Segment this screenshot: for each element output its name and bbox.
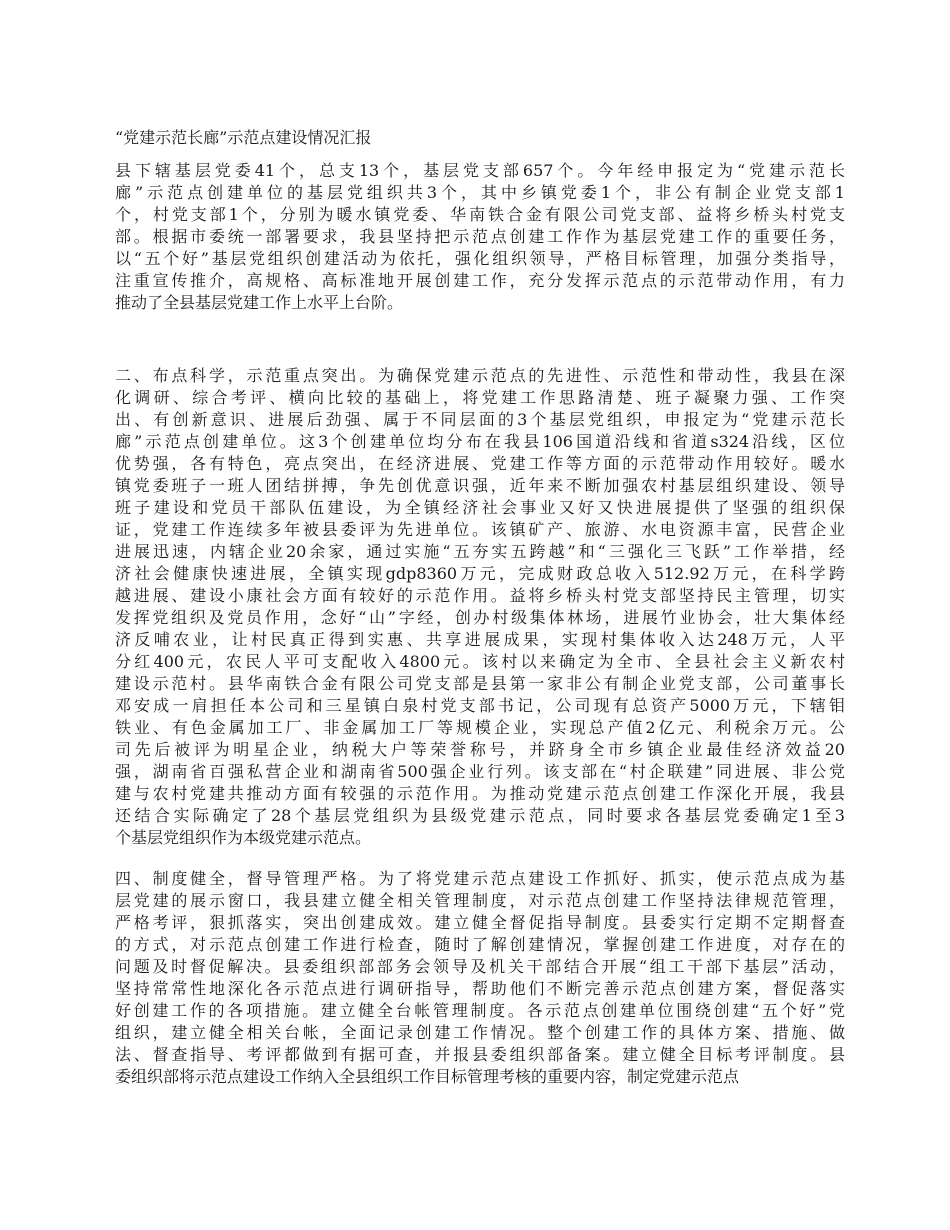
text-line: 铁业、有色金属加工厂、非金属加工厂等规模企业，实现总产值2亿元、利税余万元。公: [115, 718, 845, 737]
text-line: 委组织部将示范点建设工作纳入全县组织工作目标管理考核的重要内容，制定党建示范点: [115, 1067, 740, 1086]
text-line: 优势强，各有特色，亮点突出，在经济进展、党建工作等方面的示范带动作用较好。暖水: [115, 454, 845, 473]
text-line: 廊”示范点创建单位。这3个创建单位均分布在我县106国道沿线和省道s324沿线，区位: [115, 432, 845, 451]
text-line: 司先后被评为明星企业，纳税大户等荣誉称号，并跻身全市乡镇企业最佳经济效益20: [115, 740, 845, 759]
text-line: 班子建设和党员干部队伍建设，为全镇经济社会事业又好又快进展提供了坚强的组织保: [115, 498, 845, 517]
text-line: 问题及时督促解决。县委组织部部务会领导及机关干部结合开展“组工干部下基层”活动，: [115, 957, 845, 976]
paragraph-section-four: [115, 868, 845, 1088]
paragraph-intro: [115, 160, 845, 314]
text-line: 还结合实际确定了28个基层党组织为县级党建示范点，同时要求各基层党委确定1至3: [115, 806, 845, 825]
text-line: 组织，建立健全相关台帐，全面记录创建工作情况。整个创建工作的具体方案、措施、做: [115, 1023, 845, 1042]
text-line: 廊”示范点创建单位的基层党组织共3个，其中乡镇党委1个，非公有制企业党支部1: [115, 183, 845, 202]
text-line: 层党建的展示窗口，我县建立健全相关管理制度，对示范点创建工作坚持法律规范管理，: [115, 891, 845, 910]
text-line: 分红400元，农民人平可支配收入4800元。该村以来确定为全市、全县社会主义新农村: [115, 652, 845, 671]
text-line: 以“五个好”基层党组织创建活动为依托，强化组织领导，严格目标管理，加强分类指导，: [115, 249, 845, 268]
text-line: 法、督查指导、考评都做到有据可查，并报县委组织部备案。建立健全目标考评制度。县: [115, 1045, 845, 1064]
text-line: 进展迅速，内辖企业20余家，通过实施“五夯实五跨越”和“三强化三飞跃”工作举措，经: [115, 542, 845, 561]
text-line: 个基层党组织作为本级党建示范点。: [115, 828, 372, 847]
document-title: “党建示范长廊”示范点建设情况汇报: [115, 128, 372, 147]
text-line: 济社会健康快速进展，全镇实现gdp8360万元，完成财政总收入512.92万元，在科学跨: [115, 564, 845, 583]
text-line: 注重宣传推介，高规格、高标准地开展创建工作，充分发挥示范点的示范带动作用，有力: [115, 271, 845, 290]
text-line: 发挥党组织及党员作用，念好“山”字经，创办村级集体林场，进展竹业协会，壮大集体经: [115, 608, 845, 627]
text-line: 济反哺农业，让村民真正得到实惠、共享进展成果，实现村集体收入达248万元，人平: [115, 630, 845, 649]
text-line: 证，党建工作连续多年被县委评为先进单位。该镇矿产、旅游、水电资源丰富，民营企业: [115, 520, 845, 539]
text-line: 越进展、建设小康社会方面有较好的示范作用。益将乡桥头村党支部坚持民主管理，切实: [115, 586, 845, 605]
text-line: 四、制度健全，督导管理严格。为了将党建示范点建设工作抓好、抓实，使示范点成为基: [115, 869, 845, 888]
text-line: 建与农村党建共推动方面有较强的示范作用。为推动党建示范点创建工作深化开展，我县: [115, 784, 845, 803]
text-line: 二、布点科学，示范重点突出。为确保党建示范点的先进性、示范性和带动性，我县在深: [115, 366, 845, 385]
text-line: 建设示范村。县华南铁合金有限公司党支部是县第一家非公有制企业党支部，公司董事长: [115, 674, 845, 693]
text-line: 的方式，对示范点创建工作进行检查，随时了解创建情况，掌握创建工作进度，对存在的: [115, 935, 845, 954]
text-line: 严格考评，狠抓落实，突出创建成效。建立健全督促指导制度。县委实行定期不定期督查: [115, 913, 845, 932]
text-line: 坚持常常性地深化各示范点进行调研指导，帮助他们不断完善示范点创建方案，督促落实: [115, 979, 845, 998]
paragraph-section-two: [115, 365, 845, 849]
text-line: 好创建工作的各项措施。建立健全台帐管理制度。各示范点创建单位围绕创建“五个好”党: [115, 1001, 845, 1020]
text-line: 部。根据市委统一部署要求，我县坚持把示范点创建工作作为基层党建工作的重要任务，: [115, 227, 845, 246]
text-line: 个，村党支部1个，分别为暖水镇党委、华南铁合金有限公司党支部、益将乡桥头村党支: [115, 205, 845, 224]
text-line: 县下辖基层党委41个，总支13个，基层党支部657个。今年经申报定为“党建示范长: [115, 161, 845, 180]
text-line: 出、有创新意识、进展后劲强、属于不同层面的3个基层党组织，申报定为“党建示范长: [115, 410, 845, 429]
text-line: 强，湖南省百强私营企业和湖南省500强企业行列。该支部在“村企联建”同进展、非公党: [115, 762, 845, 781]
text-line: 推动了全县基层党建工作上水平上台阶。: [115, 293, 404, 312]
text-line: 邓安成一肩担任本公司和三星镇白泉村党支部书记，公司现有总资产5000万元，下辖钼: [115, 696, 845, 715]
text-line: 镇党委班子一班人团结拼搏，争先创优意识强，近年来不断加强农村基层组织建设、领导: [115, 476, 845, 495]
text-line: 化调研、综合考评、横向比较的基础上，将党建工作思路清楚、班子凝聚力强、工作突: [115, 388, 845, 407]
